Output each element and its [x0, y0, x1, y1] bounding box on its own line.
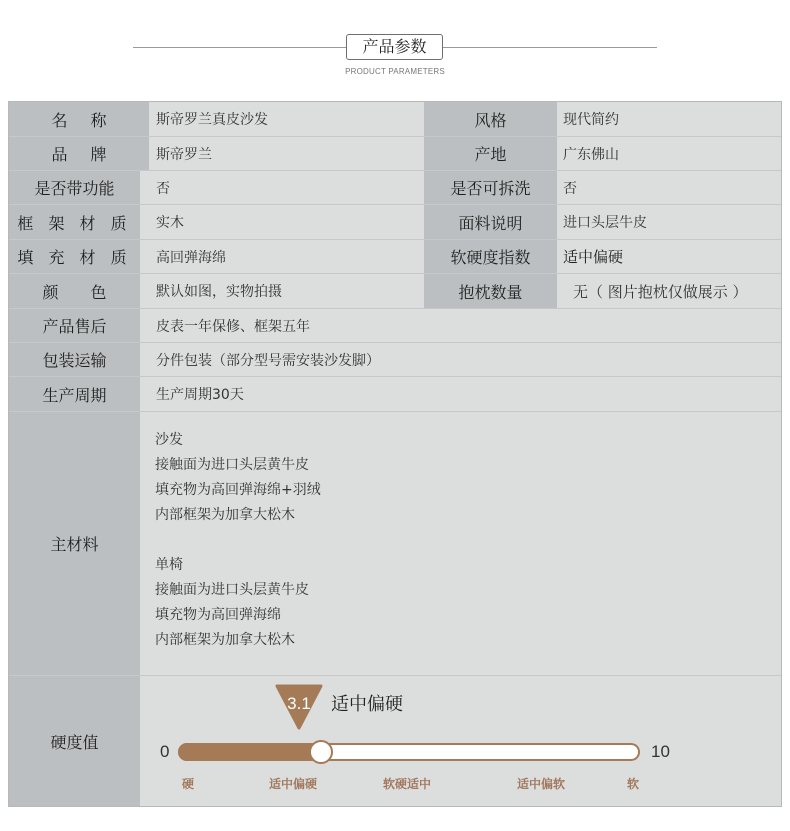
- hardness-badge-value: 3.1: [287, 694, 311, 713]
- label-color: 颜 色: [9, 274, 140, 308]
- tick-soft: 软: [627, 777, 640, 791]
- value-name: 斯帝罗兰真皮沙发: [156, 112, 268, 128]
- materials-list: [155, 428, 321, 653]
- scale-min: 0: [160, 742, 170, 761]
- value-after-sales: 皮表一年保修、框架五年: [156, 318, 310, 335]
- materials-line: 内部框架为加拿大松木: [155, 507, 295, 523]
- value-style: 现代简约: [563, 112, 619, 128]
- materials-line: 填充物为高回弹海绵: [155, 607, 281, 623]
- materials-line: 接触面为进口头层黄牛皮: [155, 457, 309, 473]
- label-brand: 品 牌: [9, 137, 149, 170]
- tick-medium-hard: 适中偏硬: [269, 777, 318, 791]
- label-hardness: 硬度值: [9, 676, 140, 806]
- tick-hard: 硬: [182, 777, 195, 791]
- value-fabric: 进口头层牛皮: [563, 215, 647, 231]
- scale-max: 10: [651, 742, 670, 761]
- tick-medium-soft: 适中偏软: [517, 777, 566, 791]
- materials-line: 单椅: [155, 557, 183, 573]
- hardness-title: 适中偏硬: [331, 694, 403, 715]
- label-function: 是否带功能: [9, 171, 140, 204]
- label-fabric: 面料说明: [424, 205, 557, 239]
- value-brand: 斯帝罗兰: [156, 146, 212, 163]
- value-production: 生产周期30天: [156, 387, 244, 403]
- value-function: 否: [156, 180, 170, 197]
- tick-medium: 软硬适中: [383, 777, 432, 791]
- value-frame: 实木: [156, 215, 184, 231]
- header-rule-left: [133, 47, 346, 48]
- label-materials: 主材料: [9, 412, 140, 675]
- hardness-slider-fill: [178, 743, 321, 761]
- materials-line: 沙发: [155, 432, 183, 448]
- materials-line: 接触面为进口头层黄牛皮: [155, 582, 309, 598]
- value-origin: 广东佛山: [563, 146, 619, 163]
- label-pillows: 抱枕数量: [424, 274, 557, 308]
- label-frame: 框 架 材 质: [9, 205, 140, 239]
- header-rule-right: [443, 47, 657, 48]
- value-pillows: 无（ 图片抱枕仅做展示 ）: [573, 282, 748, 301]
- section-subtitle: PRODUCT PARAMETERS: [345, 67, 445, 76]
- label-softness: 软硬度指数: [424, 240, 557, 273]
- materials-line: [155, 528, 321, 553]
- materials-line: 内部框架为加拿大松木: [155, 632, 295, 648]
- label-filling: 填 充 材 质: [9, 240, 140, 273]
- label-style: 风格: [424, 102, 557, 136]
- label-after-sales: 产品售后: [9, 309, 140, 342]
- label-packaging: 包装运输: [9, 343, 140, 376]
- value-packaging: 分件包装（部分型号需安装沙发脚）: [156, 352, 380, 369]
- label-production: 生产周期: [9, 377, 140, 411]
- value-washable: 否: [563, 180, 577, 197]
- value-color: 默认如图，实物拍摄: [156, 284, 282, 300]
- value-filling: 高回弹海绵: [156, 249, 226, 266]
- label-name: 名 称: [9, 102, 149, 136]
- hardness-badge: [275, 684, 323, 730]
- materials-line: 填充物为高回弹海绵+羽绒: [155, 482, 321, 498]
- value-softness: 适中偏硬: [563, 248, 624, 266]
- label-origin: 产地: [424, 137, 557, 170]
- section-title: 产品参数: [346, 34, 443, 60]
- label-washable: 是否可拆洗: [424, 171, 557, 204]
